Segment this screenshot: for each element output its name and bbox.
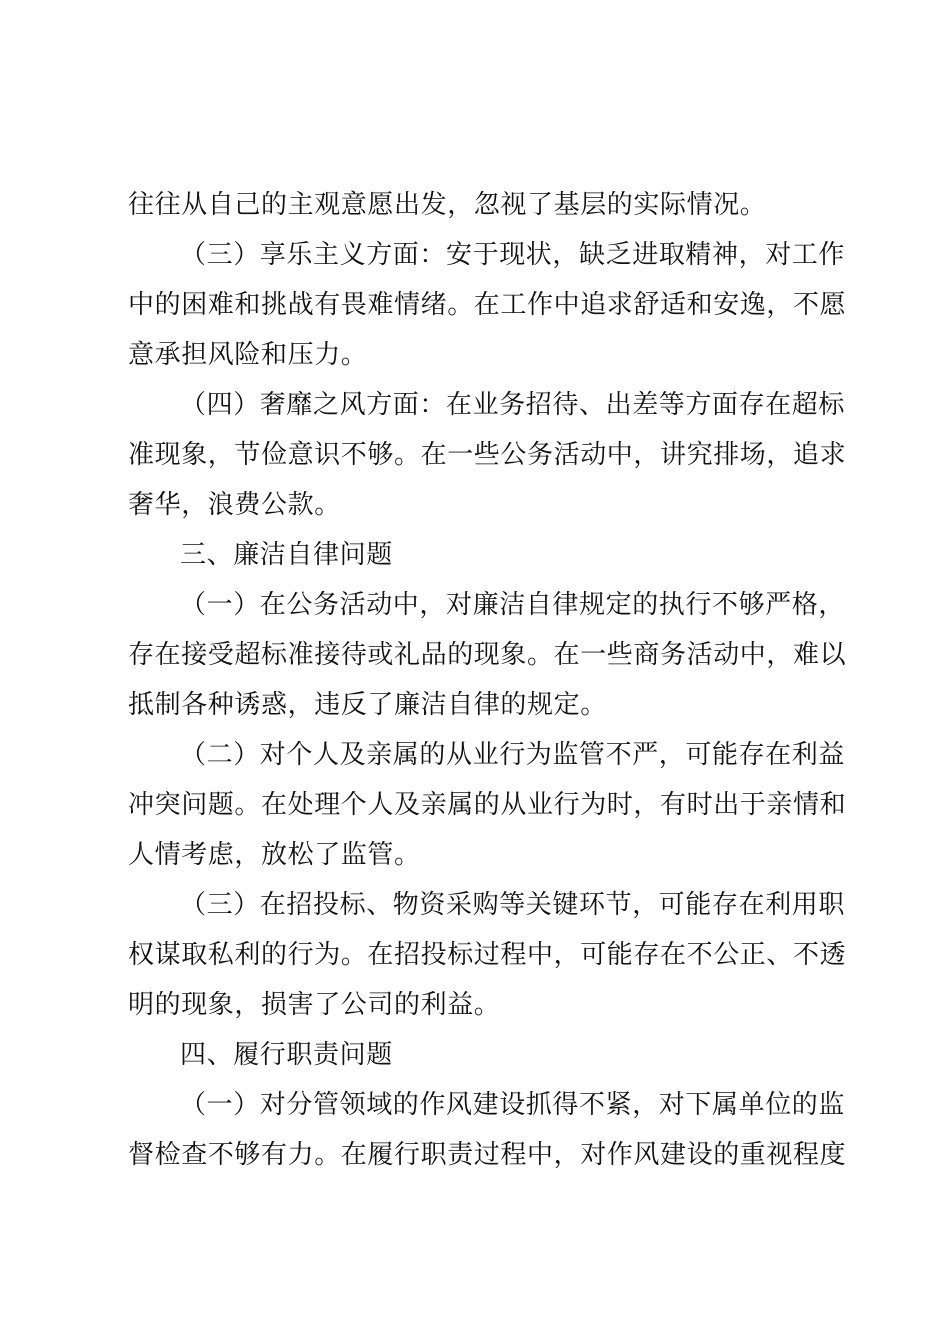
paragraph-first-line: （三）在招投标、物资采购等关键环节，可能存在利用职 xyxy=(180,890,846,920)
paragraph-first-line: （一）在公务活动中，对廉洁自律规定的执行不够严格， xyxy=(180,590,846,620)
body-text-line: 往往从自己的主观意愿出发，忽视了基层的实际情况。 xyxy=(128,190,767,220)
body-text-line: 权谋取私利的行为。在招投标过程中，可能存在不公正、不透 xyxy=(128,940,847,970)
body-text-line: 意承担风险和压力。 xyxy=(128,340,368,370)
body-text-line: 冲突问题。在处理个人及亲属的从业行为时，有时出于亲情和 xyxy=(128,790,847,820)
body-text-line: 督检查不够有力。在履行职责过程中，对作风建设的重视程度 xyxy=(128,1140,847,1170)
section-heading: 四、履行职责问题 xyxy=(180,1040,393,1070)
body-text-line: 人情考虑，放松了监管。 xyxy=(128,840,421,870)
paragraph-first-line: （四）奢靡之风方面：在业务招待、出差等方面存在超标 xyxy=(180,390,846,420)
paragraph-first-line: （二）对个人及亲属的从业行为监管不严，可能存在利益 xyxy=(180,740,846,770)
body-text-line: 准现象，节俭意识不够。在一些公务活动中，讲究排场，追求 xyxy=(128,440,847,470)
body-text-line: 奢华，浪费公款。 xyxy=(128,490,341,520)
body-text-line: 存在接受超标准接待或礼品的现象。在一些商务活动中，难以 xyxy=(128,640,847,670)
section-heading: 三、廉洁自律问题 xyxy=(180,540,393,570)
paragraph-first-line: （三）享乐主义方面：安于现状，缺乏进取精神，对工作 xyxy=(180,240,846,270)
body-text-line: 抵制各种诱惑，违反了廉洁自律的规定。 xyxy=(128,690,607,720)
body-text-line: 中的困难和挑战有畏难情绪。在工作中追求舒适和安逸，不愿 xyxy=(128,290,847,320)
paragraph-first-line: （一）对分管领域的作风建设抓得不紧，对下属单位的监 xyxy=(180,1090,846,1120)
body-text-line: 明的现象，损害了公司的利益。 xyxy=(128,990,501,1020)
